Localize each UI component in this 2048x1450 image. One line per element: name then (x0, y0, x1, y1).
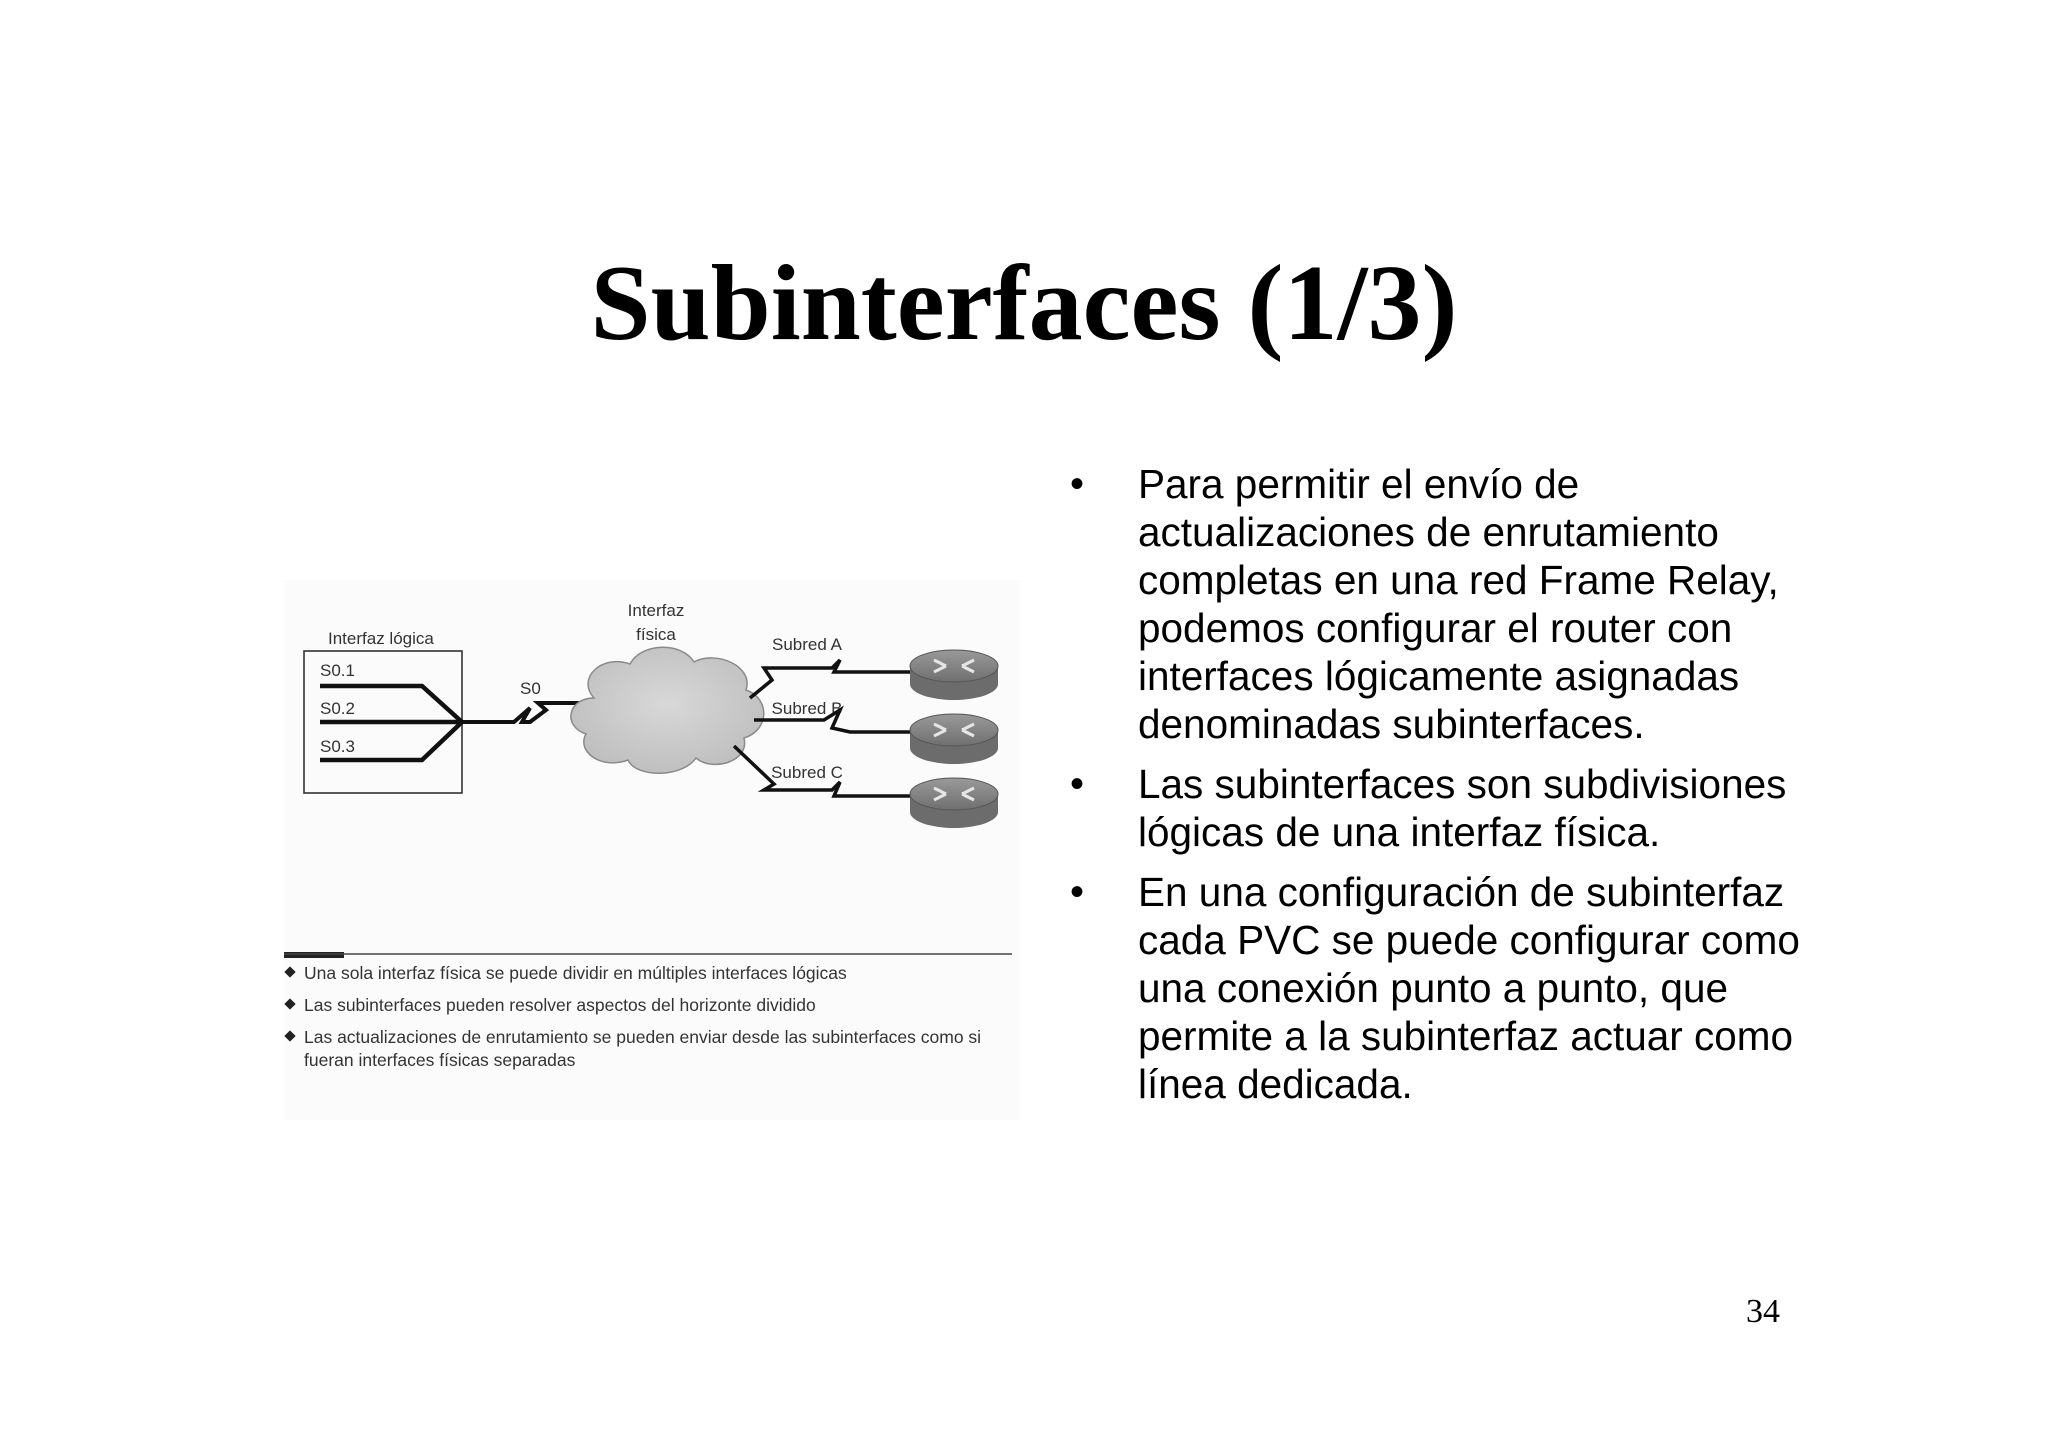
diamond-bullet-icon (284, 998, 295, 1009)
figure-note (284, 994, 1020, 1017)
subinterface-s0-3-label: S0.3 (320, 737, 355, 756)
subnet-c-label: Subred C (771, 763, 843, 782)
physical-interface-label-line2: física (636, 625, 676, 644)
subnet-b-label: Subred B (771, 699, 843, 718)
bullet-icon: • (1070, 870, 1085, 914)
subinterface-s0-2-label: S0.2 (320, 699, 355, 718)
router-icon (910, 714, 998, 764)
bullet-icon: • (1070, 462, 1085, 506)
bullet-text: Las subinterfaces son subdivisiones lógicas de una interfaz física. (1138, 761, 1787, 855)
physical-interface-label-line1: Interfaz (627, 601, 685, 620)
subnet-a-label: Subred A (772, 635, 842, 654)
figure-note-text: Las actualizaciones de enrutamiento se pueden enviar desde las subinterfaces como si fueran interfaces físicas separadas (304, 1027, 982, 1070)
s0-label: S0 (520, 679, 541, 698)
page-number: 34 (1746, 1293, 1780, 1330)
bullet-item (1062, 868, 1802, 1108)
bullet-icon: • (1070, 762, 1085, 806)
router-icon (910, 650, 998, 700)
frame-relay-cloud (571, 647, 764, 773)
bullet-item (1062, 460, 1802, 748)
bullet-list (1062, 460, 1802, 1120)
router-icon (910, 778, 998, 828)
slide-title: Subinterfaces (1/3) (590, 244, 1458, 363)
figure-notes (284, 962, 1020, 1081)
link-subnet-a (750, 660, 910, 698)
diamond-bullet-icon (284, 966, 295, 977)
logical-interface-label: Interfaz lógica (328, 629, 434, 648)
figure-note (284, 1026, 1020, 1072)
bullet-text: En una configuración de subinterfaz cada PVC se puede configurar como una conexión punto a punto, que permite a la subinterfaz actuar como línea dedicada. (1138, 869, 1800, 1107)
figure-note-text: Una sola interfaz física se puede dividir en múltiples interfaces lógicas (304, 963, 847, 983)
diamond-bullet-icon (284, 1030, 295, 1041)
subinterface-s0-1-label: S0.1 (320, 661, 355, 680)
figure-note-text: Las subinterfaces pueden resolver aspectos del horizonte dividido (304, 995, 816, 1015)
figure-note (284, 962, 1020, 985)
bullet-text: Para permitir el envío de actualizaciones de enrutamiento completas en una red Frame Relay, podemos configurar el router con interfaces lógicamente asignadas denominadas subinterfaces. (1138, 461, 1779, 747)
bullet-item (1062, 760, 1802, 856)
separator-accent (284, 952, 344, 958)
serial-link (462, 703, 584, 722)
